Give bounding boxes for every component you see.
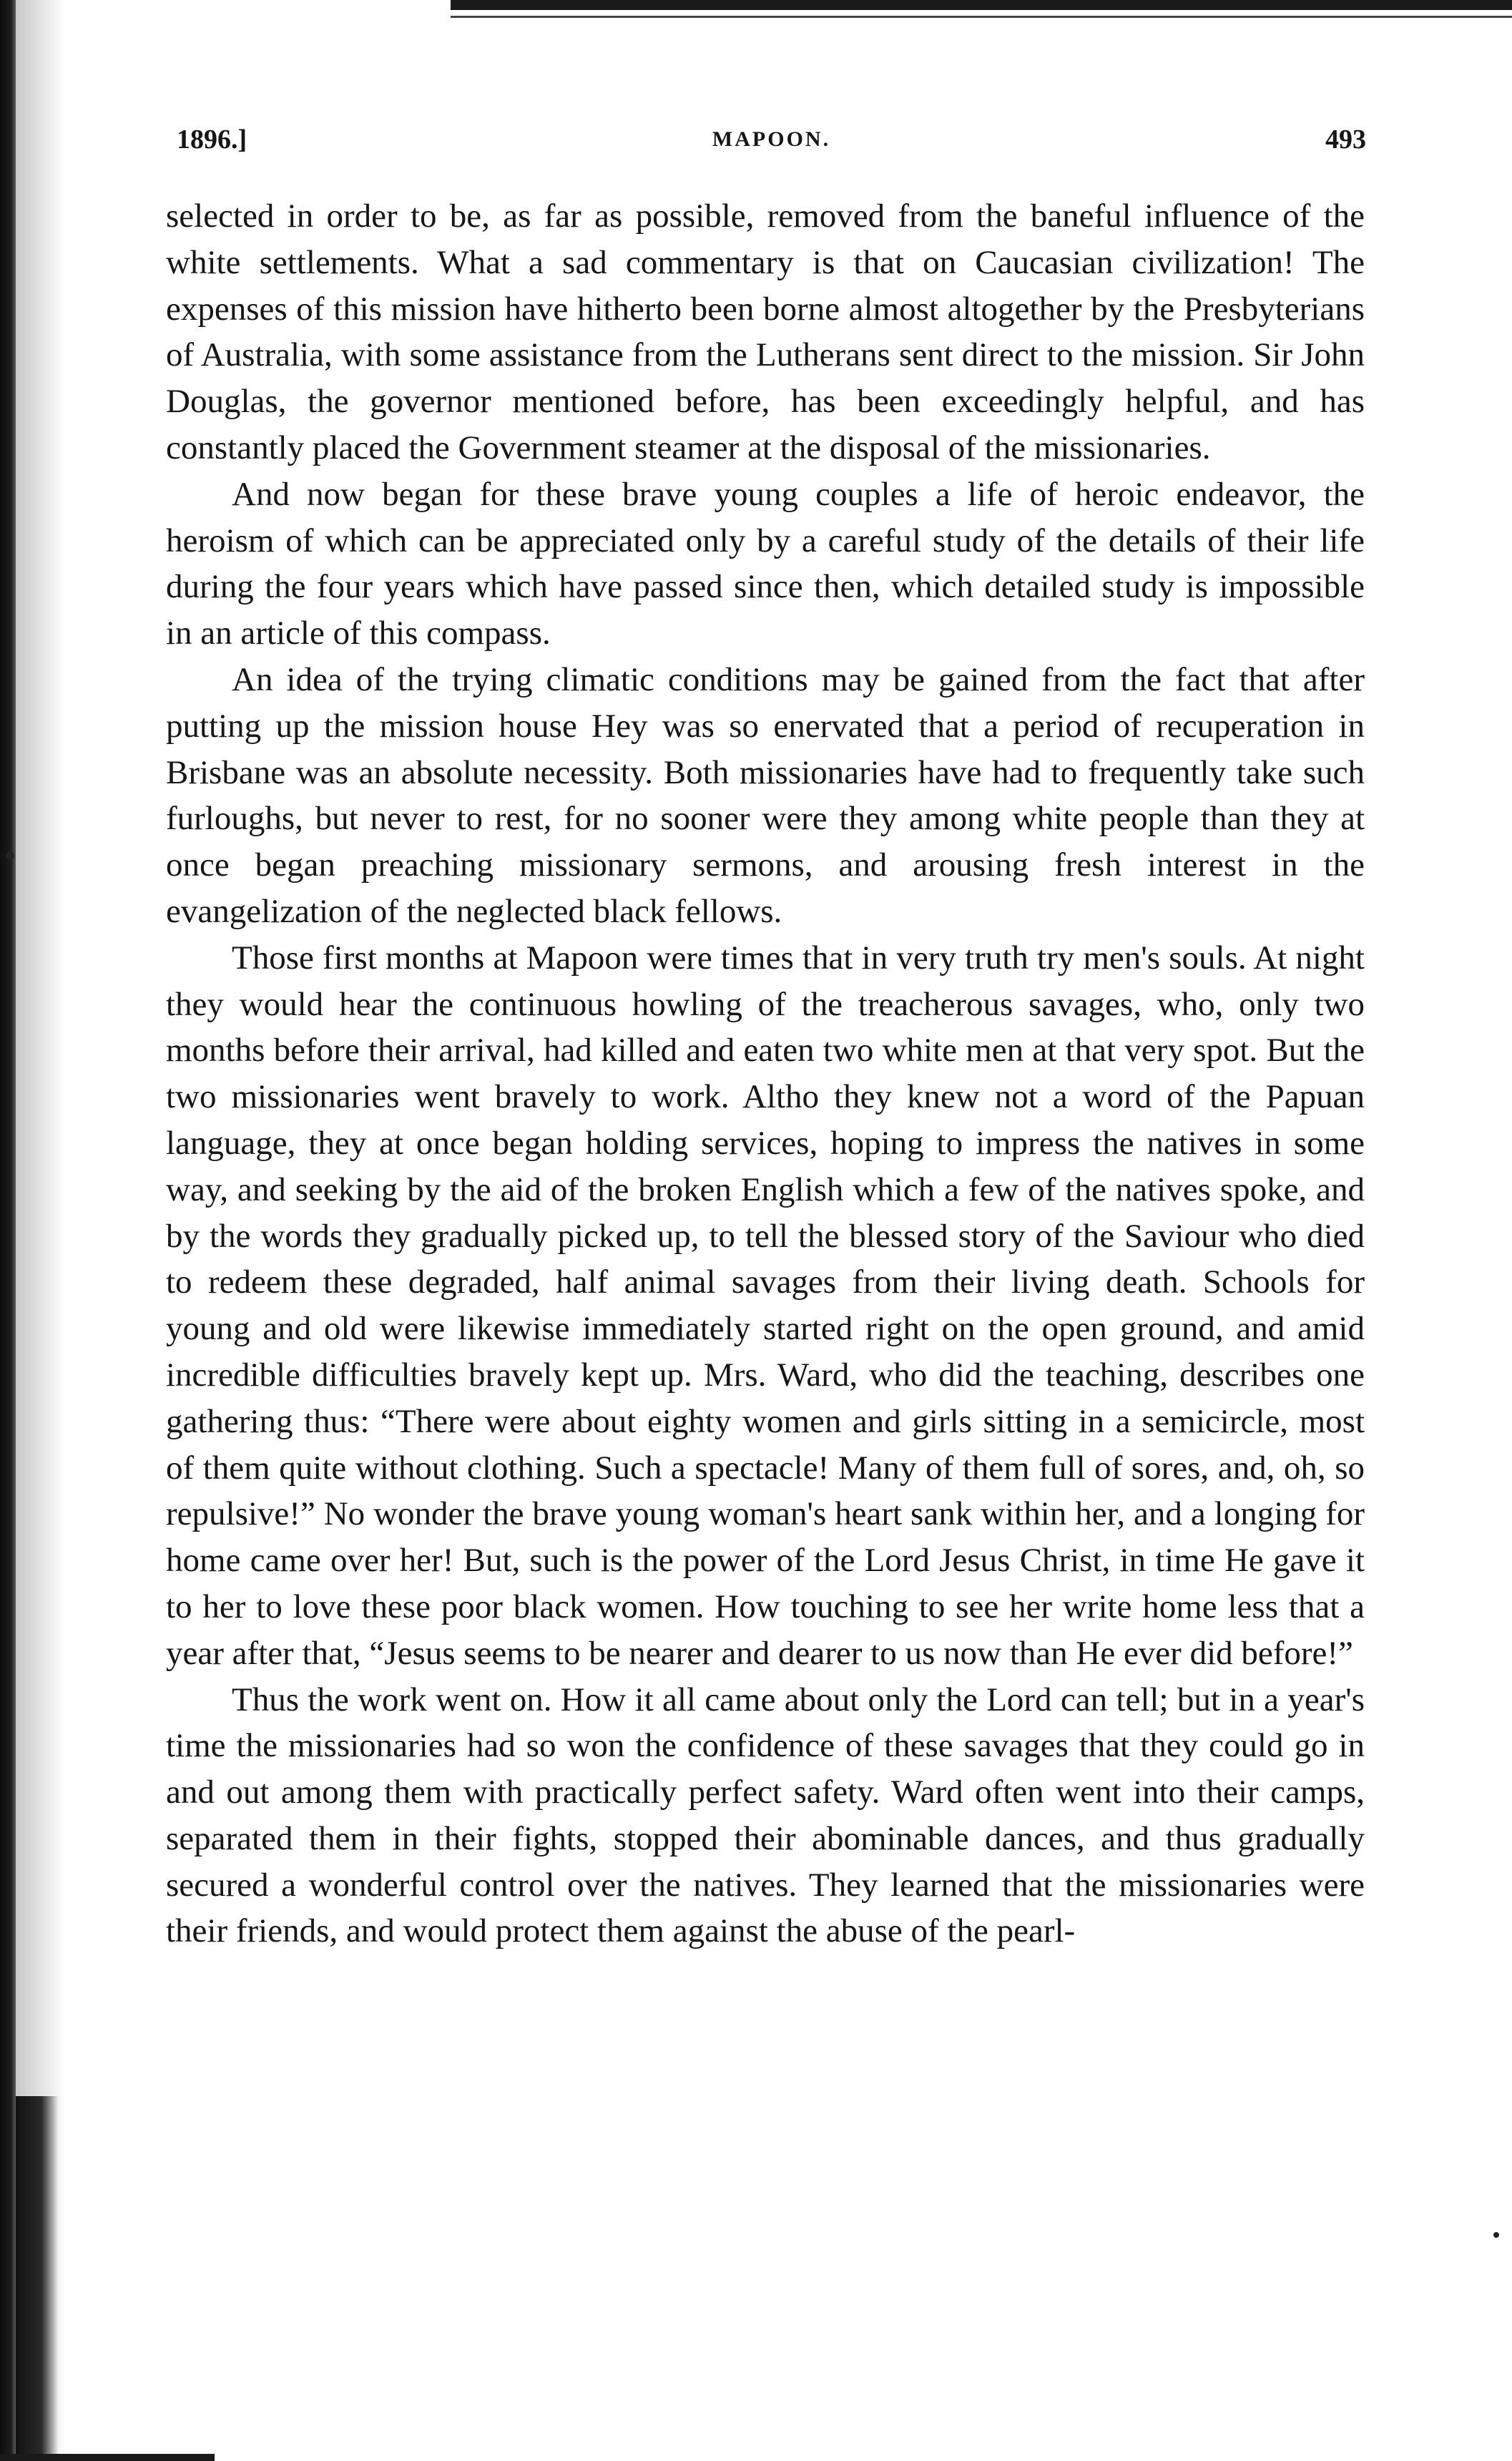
top-rule-thin [451,16,1512,18]
page-number: 493 [1325,124,1366,155]
header-title: MAPOON. [712,127,831,151]
binding-shadow [16,0,66,2461]
running-header [177,114,1366,165]
ink-speck [1493,2232,1499,2238]
page-binding-edge [0,0,16,2461]
ink-speck [6,851,14,860]
header-year: 1896.] [177,124,247,155]
article-body [166,193,1365,1954]
paragraph-continued: selected in order to be, as far as possible, removed from the baneful influence of the white settlements. What a sad commentary is that on Caucasian civilization! The expenses of this mission have hitherto been borne almost altogether by the Presbyterians of Australia, with some assistance from the Lutherans sent direct to the mission. Sir John Douglas, the governor mentioned before, has been exceedingly helpful, and has constantly placed the Government steamer at the disposal of the missionaries. [166,197,1365,466]
paragraph: Thus the work went on. How it all came about only the Lord can tell; but in a year's time the missionaries had so won the confidence of these savages that they could go in and out among them with practically perfect safety. Ward often went into their camps, separated them in their fights, stopped their abominable dances, and thus gradually secured a wonderful control over the natives. They learned that the missionaries were their friends, and would protect them against the abuse of the pearl- [166,1680,1365,1950]
paragraph: Those first months at Mapoon were times that in very truth try men's souls. At night they would hear the continuous howling of the treacherous savages, who, only two months before their arrival, had killed and eaten two white men at that very spot. But the two missionaries went bravely to work. Altho they knew not a word of the Papuan language, they at once began holding services, hoping to impress the natives in some way, and seeking by the aid of the broken English which a few of the natives spoke, and by the words they gradually picked up, to tell the blessed story of the Saviour who died to redeem these degraded, half animal savages from their living death. Schools for young and old were likewise immediately started right on the open ground, and amid incredible difficulties bravely kept up. Mrs. Ward, who did the teaching, describes one gathering thus: “There were about eighty women and girls sitting in a semicircle, most of them quite without clothing. Such a spectacle! Many of them full of sores, and, oh, so repulsive!” No wonder the brave young woman's heart sank within her, and a longing for home came over her! But, such is the power of the Lord Jesus Christ, in time He gave it to her to love these poor black women. How touching to see her write home less that a year after that, “Jesus seems to be nearer and dearer to us now than He ever did before!” [166,939,1365,1672]
binding-block [16,2096,59,2461]
paragraph: And now began for these brave young couples a life of heroic endeavor, the heroism of which can be appreciated only by a careful study of the details of their life during the four years which have passed since then, which detailed study is impossible in an article of this compass. [166,475,1365,652]
paragraph: An idea of the trying climatic conditions may be gained from the fact that after putting up the mission house Hey was so enervated that a period of recuperation in Brisbane was an absolute necessity. Both missionaries have had to frequently take such furloughs, but never to rest, for no sooner were they among white people than they at once began preaching missionary sermons, and arousing fresh interest in the evangelization of the neglected black fellows. [166,660,1365,930]
bottom-rule [0,2454,215,2461]
top-rule [451,0,1512,10]
